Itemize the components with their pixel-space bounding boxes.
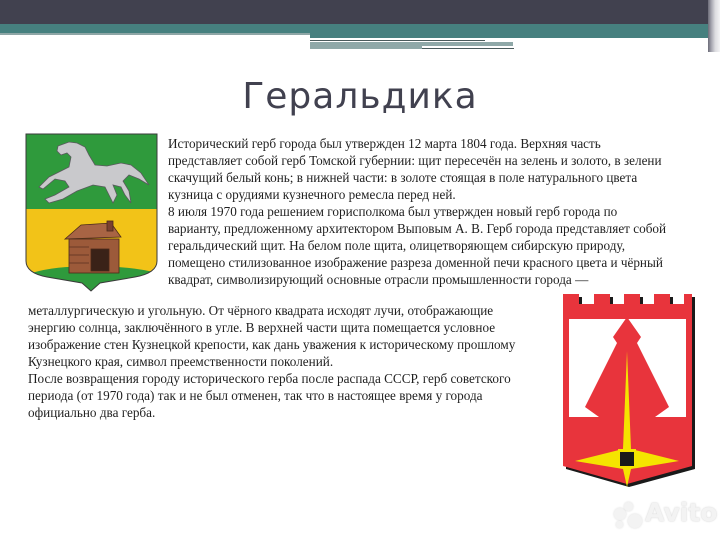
header-decoration-line xyxy=(310,38,485,41)
text-line: представляет собой герб Томской губернии: щит пересечён на зелень и золото, в зелени xyxy=(168,153,662,168)
header-accent-band xyxy=(0,24,720,33)
text-line: Кузнецкого края, символ преемственности поколений. xyxy=(28,354,334,369)
avito-watermark xyxy=(612,498,718,530)
header-decoration-line xyxy=(422,46,514,49)
text-line: После возвращения городу исторического герба после распада СССР, герб советского xyxy=(28,371,511,386)
description-paragraph-bottom xyxy=(28,302,515,421)
header-bar xyxy=(0,0,720,24)
header-edge-strip xyxy=(708,0,720,52)
text-line: помещено стилизованное изображение разреза доменной печи красного цвета и чёрный xyxy=(168,255,663,270)
text-line: скачущий белый конь; в нижней части: в золоте стоящая в поле натурального цвета xyxy=(168,170,638,185)
text-line: кузница с орудиями кузнечного ремесла перед ней. xyxy=(168,187,456,202)
avito-logo-icon xyxy=(628,514,642,528)
text-line: квадрат, символизирующий основные отрасли промышленности города — xyxy=(168,272,589,287)
soviet-coat-of-arms-icon xyxy=(563,291,697,489)
text-line: 8 июля 1970 года решением горисполкома был утвержден новый герб города по xyxy=(168,204,618,219)
slide-title: Геральдика xyxy=(242,76,478,117)
text-line: варианту, предложенному архитектором Выповым А. В. Герб города представляет собой xyxy=(168,221,667,236)
text-line: металлургическую и угольную. От чёрного квадрата исходят лучи, отображающие xyxy=(28,303,494,318)
text-line: официально два герба. xyxy=(28,405,156,420)
avito-logo-icon xyxy=(614,508,626,520)
text-line: изображение стен Кузнецкой крепости, как дань уважения к историческому прошлому xyxy=(28,337,516,352)
text-line: энергию солнца, заключённого в угле. В верхней части щита помещается условное xyxy=(28,320,496,335)
text-line: периода (от 1970 года) так и не был отменен, так что в настоящее время у города xyxy=(28,388,483,403)
avito-logo-icon xyxy=(624,502,633,511)
description-paragraph-top xyxy=(168,135,666,288)
watermark-text: Avito xyxy=(645,498,718,527)
header-accent-shadow xyxy=(0,33,310,35)
historic-coat-of-arms-icon xyxy=(25,133,158,293)
avito-logo-icon xyxy=(616,521,623,528)
text-line: геральдический щит. На белом поле щита, олицетворяющем сибирскую природу, xyxy=(168,238,626,253)
text-line: Исторический герб города был утвержден 12 марта 1804 года. Верхняя часть xyxy=(168,136,601,151)
